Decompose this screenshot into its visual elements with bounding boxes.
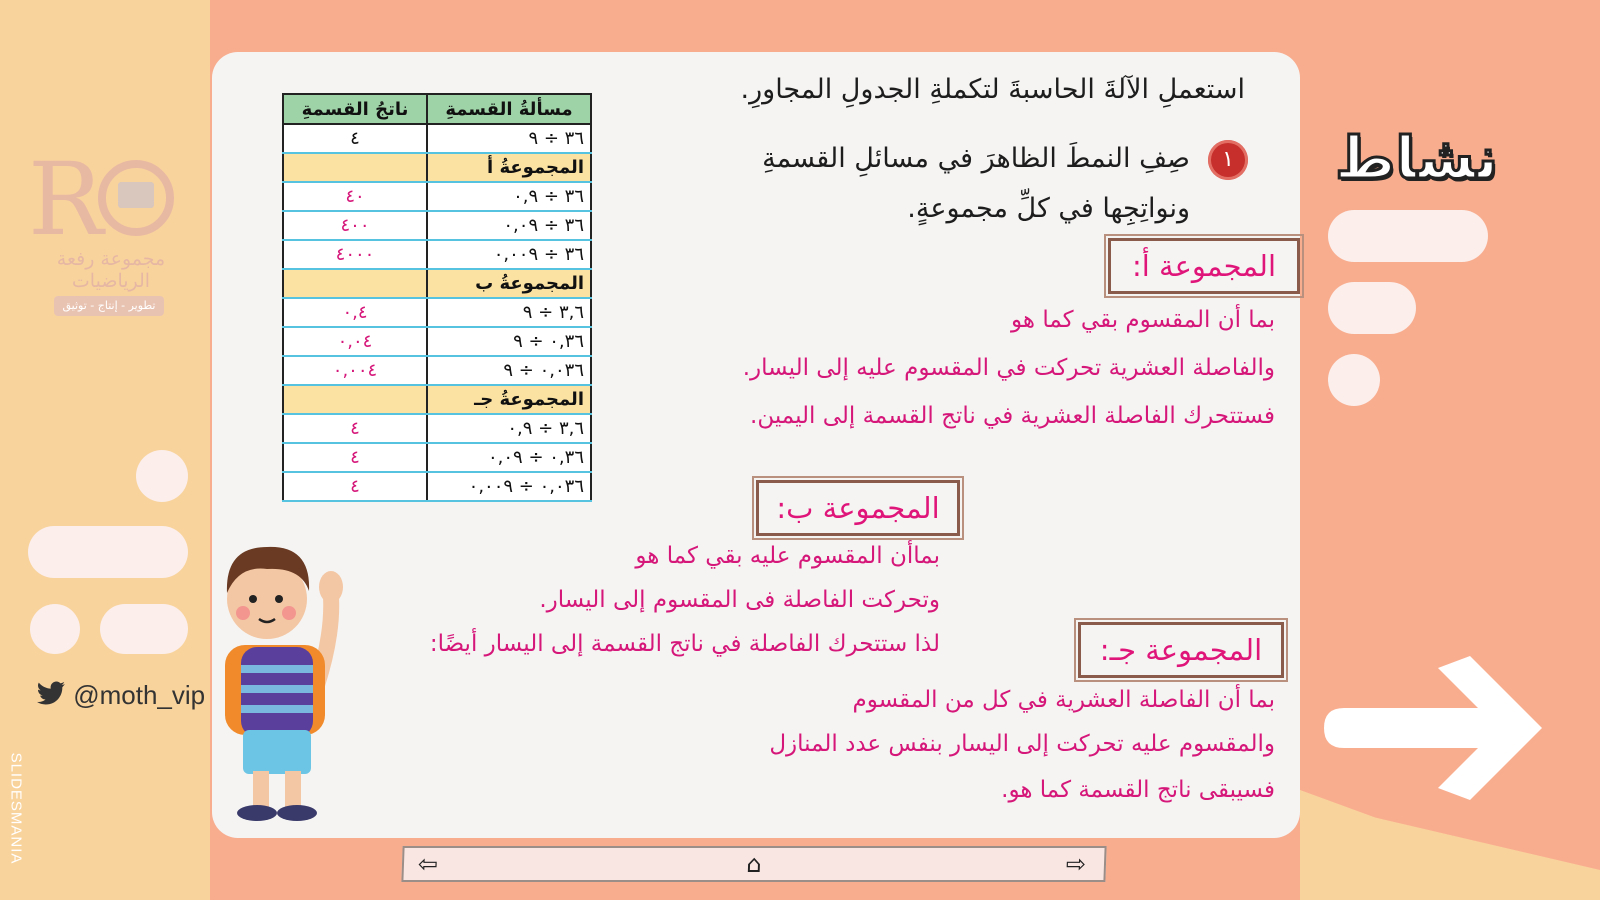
division-problem-cell: ٣٦ ÷ ٠,٩	[427, 182, 591, 211]
quotient-cell: ٤٠	[283, 182, 427, 211]
division-problem-cell: ٠,٣٦ ÷ ٠,٠٩	[427, 443, 591, 472]
quotient-cell: ٤٠٠	[283, 211, 427, 240]
table-header-result: ناتجُ القسمةِ	[283, 94, 427, 124]
table-row	[283, 240, 591, 269]
decor-dot	[1328, 354, 1380, 406]
group-a-line: والفاصلة العشرية تحركت في المقسوم عليه إلى اليسار.	[742, 355, 1275, 381]
table-header-problem: مسألةُ القسمةِ	[427, 94, 591, 124]
table-group-row	[283, 153, 591, 182]
division-problem-cell: ٠,٠٣٦ ÷ ٩	[427, 356, 591, 385]
division-table	[282, 93, 592, 502]
group-c-line: والمقسوم عليه تحركت إلى اليسار بنفس عدد المنازل	[769, 731, 1275, 757]
arrow-right-icon: ⇨	[1065, 850, 1087, 878]
handle-text: @moth_vip	[73, 680, 206, 710]
table-row	[283, 298, 591, 327]
group-b-line: وتحركت الفاصلة فى المقسوم إلى اليسار.	[539, 587, 940, 613]
table-row	[283, 211, 591, 240]
decor-dot	[136, 450, 188, 502]
division-problem-cell: ٣,٦ ÷ ٠,٩	[427, 414, 591, 443]
twitter-bird-icon	[36, 681, 66, 714]
cartoon-boy-illustration	[205, 535, 355, 835]
empty-cell	[283, 385, 427, 414]
arrow-left-icon: ⇦	[417, 850, 439, 878]
logo-text: مجموعة رفعة الرياضيات	[56, 248, 166, 292]
division-problem-cell: ٠,٠٣٦ ÷ ٠,٠٠٩	[427, 472, 591, 501]
table-row	[283, 443, 591, 472]
group-b-label: المجموعة ب:	[756, 480, 960, 536]
home-button[interactable]	[733, 848, 774, 880]
division-problem-cell: ٣٦ ÷ ٩	[427, 124, 591, 153]
logo-tagline: تطوير - إنتاج - توثيق	[54, 296, 164, 316]
group-a-label: المجموعة أ:	[1108, 238, 1300, 294]
svg-text:R: R	[28, 146, 104, 246]
group-b-line: لذا ستتحرك الفاصلة في ناتج القسمة إلى اليسار أيضًا:	[429, 631, 940, 657]
division-problem-cell: ٣,٦ ÷ ٩	[427, 298, 591, 327]
prev-slide-button[interactable]	[407, 848, 448, 880]
quotient-cell: ٠,٠٤	[283, 327, 427, 356]
quotient-cell: ٠,٠٠٤	[283, 356, 427, 385]
slide-navigation-bar	[401, 846, 1106, 882]
table-row	[283, 356, 591, 385]
page-title: استعملِ الآلةَ الحاسبةَ لتكملةِ الجدولِ المجاورِ.	[740, 74, 1245, 105]
division-problem-cell: ٣٦ ÷ ٠,٠٠٩	[427, 240, 591, 269]
table-row	[283, 182, 591, 211]
table-row	[283, 124, 591, 153]
quotient-cell: ٤٠٠٠	[283, 240, 427, 269]
big-arrow-icon	[1320, 650, 1560, 810]
quotient-cell: ٤	[283, 443, 427, 472]
quotient-cell: ٠,٤	[283, 298, 427, 327]
table-row	[283, 472, 591, 501]
group-heading-cell: المجموعةُ جـ	[427, 385, 591, 414]
group-b-line: بماأن المقسوم عليه بقي كما هو	[635, 543, 940, 569]
question-text: صِفِ النمطَ الظاهرَ في مسائلِ القسمةِ ونواتِجِها في كلِّ مجموعةٍ.	[762, 143, 1190, 224]
question-number: ١	[1208, 140, 1248, 180]
group-c-line: فسيبقى ناتج القسمة كما هو.	[1001, 777, 1275, 803]
table-row	[283, 414, 591, 443]
activity-label: نشاط	[1335, 124, 1498, 192]
table-group-row	[283, 269, 591, 298]
group-a-line: فستتحرك الفاصلة العشرية في ناتج القسمة إلى اليمين.	[750, 403, 1275, 429]
decor-pill	[28, 526, 188, 578]
group-heading-cell: المجموعةُ ب	[427, 269, 591, 298]
group-a-line: بما أن المقسوم بقي كما هو	[1011, 307, 1275, 333]
next-slide-button[interactable]	[1055, 848, 1096, 880]
home-icon: ⌂	[745, 850, 763, 878]
empty-cell	[283, 269, 427, 298]
division-problem-cell: ٠,٣٦ ÷ ٩	[427, 327, 591, 356]
table-row	[283, 327, 591, 356]
watermark: SLIDESMANIA	[7, 752, 25, 865]
decor-pill	[100, 604, 188, 654]
division-problem-cell: ٣٦ ÷ ٠,٠٩	[427, 211, 591, 240]
quotient-cell: ٤	[283, 414, 427, 443]
decor-pill	[1328, 210, 1488, 262]
empty-cell	[283, 153, 427, 182]
decor-pill	[1328, 282, 1416, 334]
group-c-line: بما أن الفاصلة العشرية في كل من المقسوم	[852, 687, 1275, 713]
group-c-label: المجموعة جـ:	[1078, 622, 1284, 678]
decor-dot	[30, 604, 80, 654]
logo	[18, 146, 198, 246]
group-heading-cell: المجموعةُ أ	[427, 153, 591, 182]
twitter-handle[interactable]	[36, 680, 205, 714]
logo-mark-icon	[18, 146, 198, 246]
table-group-row	[283, 385, 591, 414]
quotient-cell: ٤	[283, 124, 427, 153]
quotient-cell: ٤	[283, 472, 427, 501]
